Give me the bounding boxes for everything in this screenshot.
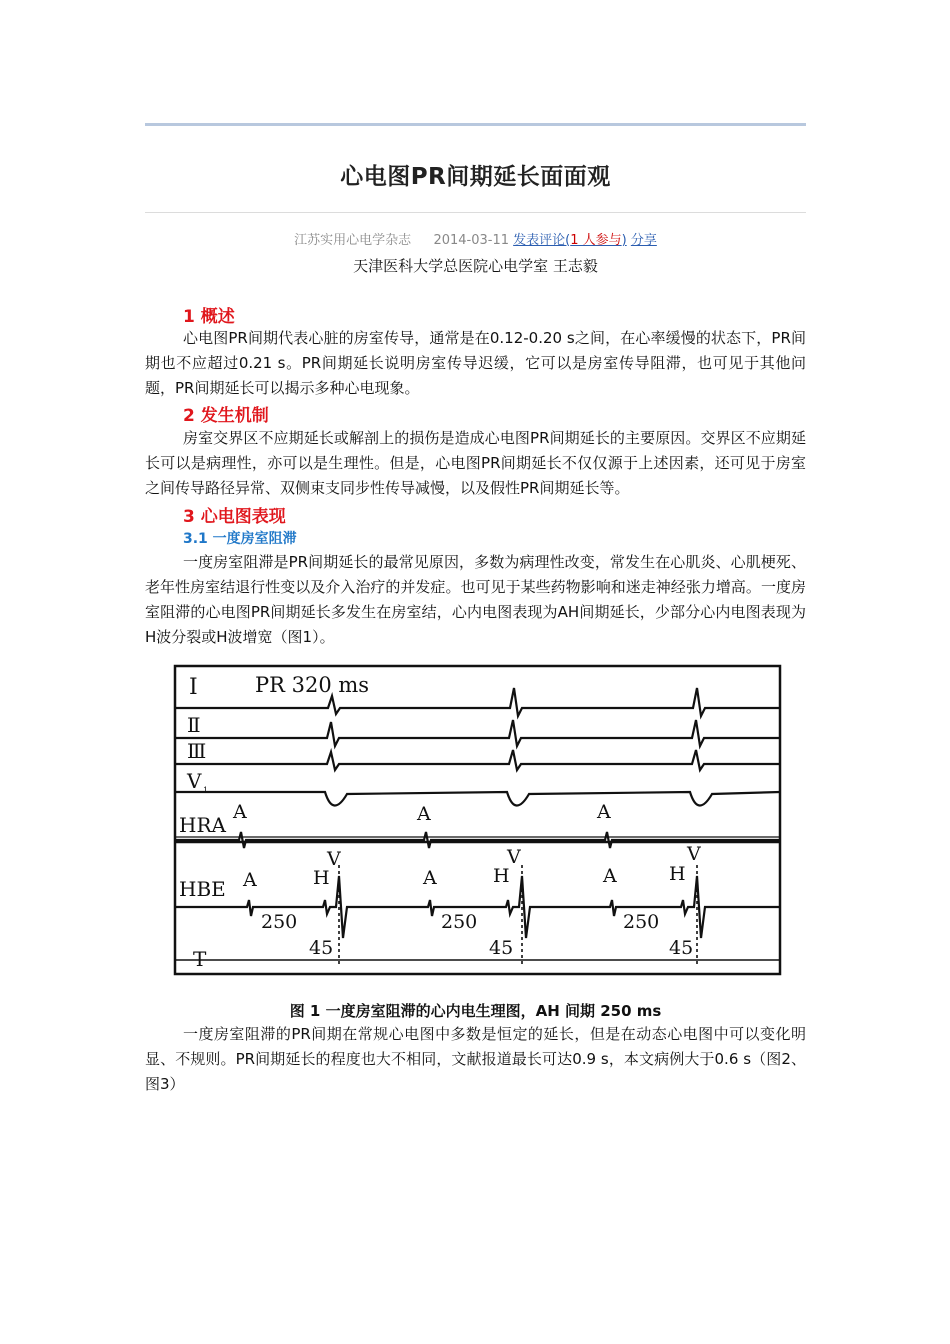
lead-label-1: I	[189, 675, 198, 700]
lead-label-hra: HRA	[179, 813, 226, 837]
hv-label-3: 45	[669, 937, 694, 959]
share-link[interactable]: 分享	[630, 233, 657, 248]
author-line: 天津医科大学总医院心电学室 王志毅	[353, 257, 598, 275]
hv-label-2: 45	[489, 937, 514, 959]
hra-a-label-1: A	[233, 801, 247, 823]
section-1-heading: 1 概述	[183, 307, 235, 327]
section-3-1-heading: 3.1 一度房室阻滞	[183, 531, 297, 547]
comment-link[interactable]	[513, 233, 627, 248]
section-2-heading: 2 发生机制	[183, 406, 269, 426]
source-name: 江苏实用心电学杂志	[294, 233, 412, 248]
hbe-v-label-3: V	[687, 843, 701, 865]
ah-label-2: 250	[441, 911, 478, 933]
hbe-h-label-3: H	[669, 863, 686, 885]
trace-lead-3	[175, 750, 780, 770]
lead-label-hbe: HBE	[179, 877, 226, 901]
figure-1-caption: 图 1 一度房室阻滞的心内电生理图，AH 间期 250 ms	[289, 1002, 662, 1020]
lead-label-v1-sub: 1	[203, 786, 209, 795]
hbe-v-label-1: V	[327, 848, 341, 870]
hbe-a-label-3: A	[603, 865, 617, 887]
hv-label-1: 45	[309, 937, 334, 959]
section-2-body: 房室交界区不应期延长或解剖上的损伤是造成心电图PR间期延长的主要原因。交界区不应期延长可以是病理性，亦可以是生理性。但是，心电图PR间期延长不仅仅源于上述因素，还可见于房室之间传导路径异常、双侧束支同步性传导减慢，以及假性PR间期延长等。	[145, 429, 806, 497]
hbe-a-label-1: A	[243, 869, 257, 891]
after-figure-body: 一度房室阻滞的PR间期在常规心电图中多数是恒定的延长，但是在动态心电图中可以变化明显、不规则。PR间期延长的程度也大不相同，文献报道最长可达0.9 s，本文病例大于0.6 s（图2、图3）	[145, 1025, 806, 1093]
hbe-a-label-2: A	[423, 867, 437, 889]
hbe-v-label-2: V	[507, 846, 521, 868]
hbe-h-label-1: H	[313, 867, 330, 889]
hra-a-label-2: A	[417, 803, 431, 825]
lead-label-t: T	[193, 947, 207, 971]
article-meta	[145, 229, 806, 248]
hbe-h-label-2: H	[493, 865, 510, 887]
lead-label-2: Ⅱ	[187, 713, 201, 737]
comment-link-post: )	[621, 233, 627, 248]
article-title: 心电图PR间期延长面面观	[340, 164, 611, 190]
comment-link-pre: 发表评论(	[513, 233, 571, 248]
hra-a-label-3: A	[597, 801, 611, 823]
section-3-heading: 3 心电图表现	[183, 507, 286, 527]
section-1-body: 心电图PR间期代表心脏的房室传导，通常是在0.12-0.20 s之间，在心率缓慢的状态下，PR间期也不应超过0.21 s。PR间期延长说明房室传导迟缓，它可以是房室传导阻滞，也可见于其他问题，PR间期延长可以揭示多种心电现象。	[145, 329, 806, 397]
lead-label-v1: V	[187, 769, 202, 793]
ah-label-1: 250	[261, 911, 298, 933]
lead-label-3: Ⅲ	[187, 739, 207, 763]
figure-1-ecg	[173, 660, 785, 982]
pr-interval-label: PR 320 ms	[255, 673, 370, 697]
top-divider	[145, 123, 806, 126]
section-3-1-body: 一度房室阻滞是PR间期延长的最常见原因，多数为病理性改变，常发生在心肌炎、心肌梗死、老年性房室结退行性变以及介入治疗的并发症。也可见于某些药物影响和迷走神经张力增高。一度房室阻滞的心电图PR间期延长多发生在房室结，心内电图表现为AH间期延长，少部分心内电图表现为H波分裂或H波增宽（图1）。	[145, 553, 806, 646]
title-divider	[145, 212, 806, 213]
trace-lead-v1	[175, 792, 780, 806]
comment-count: 1 人参与	[570, 233, 622, 248]
trace-lead-2	[175, 720, 780, 746]
publish-date: 2014-03-11	[433, 233, 509, 248]
ah-label-3: 250	[623, 911, 660, 933]
